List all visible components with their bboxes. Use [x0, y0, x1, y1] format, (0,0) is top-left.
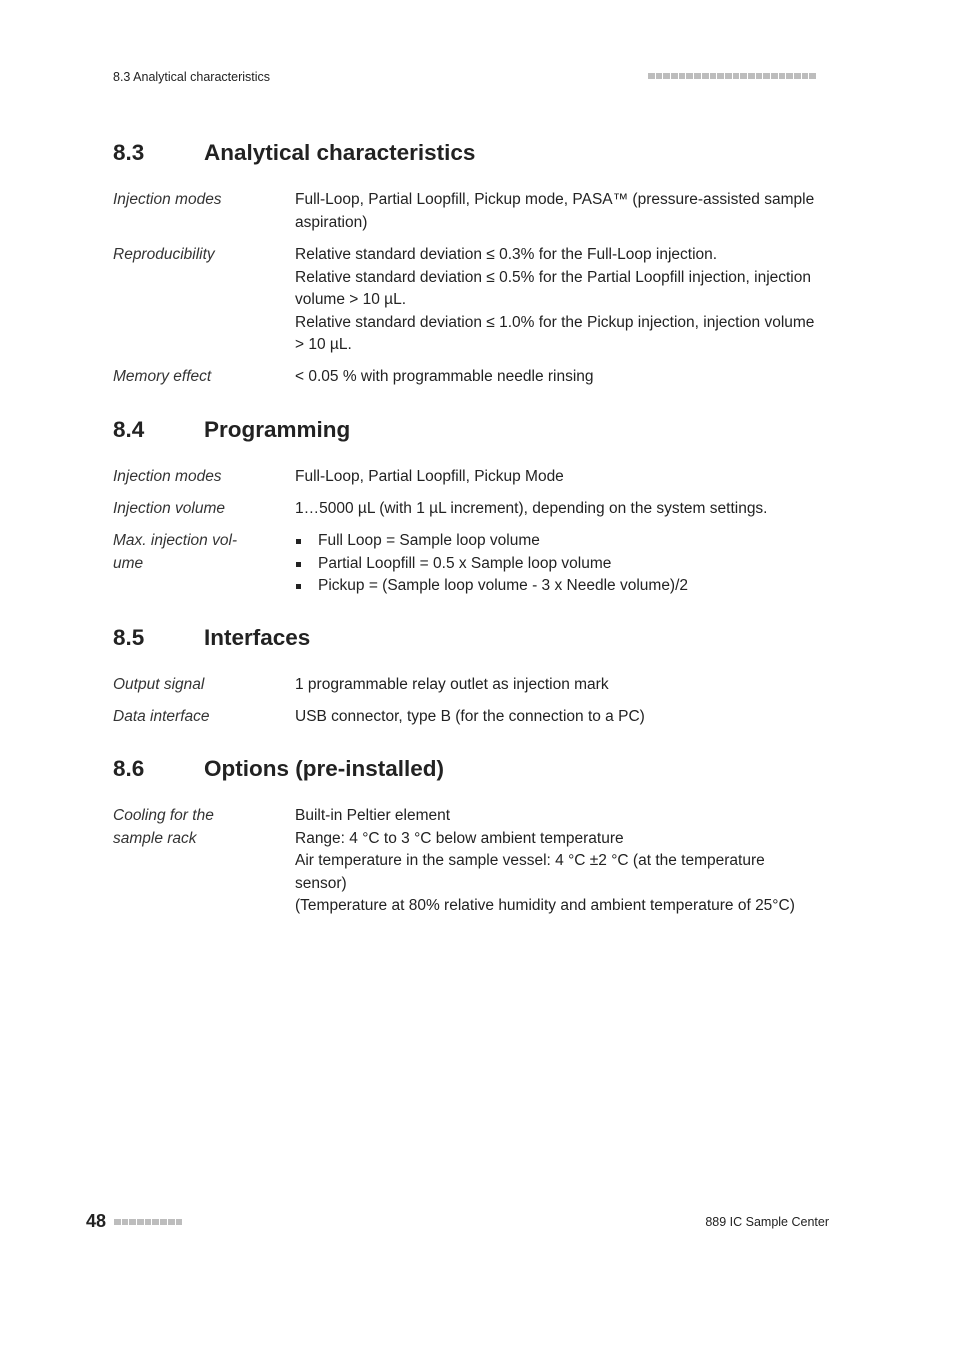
spec-label: Injection modes — [113, 191, 222, 208]
product-name: 889 IC Sample Center — [705, 1215, 829, 1229]
spec-label: Data interface — [113, 708, 210, 725]
spec-value — [295, 244, 815, 357]
section-heading-8-4 — [113, 417, 350, 443]
spec-label: Reproducibility — [113, 246, 215, 263]
spec-value — [295, 706, 815, 729]
section-heading-8-5 — [113, 625, 310, 651]
spec-label: Output signal — [113, 676, 205, 693]
footer-decoration — [114, 1219, 182, 1225]
spec-value — [295, 674, 815, 697]
running-header: 8.3 Analytical characteristics — [113, 70, 271, 84]
spec-line: Relative standard deviation ≤ 1.0% for the Pickup injection, injection volume > 10 µL. — [295, 313, 815, 354]
spec-label: Memory effect — [113, 368, 212, 385]
spec-line: (Temperature at 80% relative humidity and ambient temperature of 25°C) — [295, 897, 795, 915]
section-number: 8.4 — [113, 417, 145, 442]
spec-value — [295, 805, 795, 918]
spec-value — [295, 189, 815, 234]
section-heading-8-6 — [113, 756, 444, 782]
spec-value — [295, 366, 815, 389]
section-heading-8-3 — [113, 140, 475, 166]
bullet-item: Full Loop = Sample loop volume — [295, 530, 815, 553]
spec-line: Range: 4 °C to 3 °C below ambient temperature — [295, 829, 624, 847]
spec-line: 1 programmable relay outlet as injection mark — [295, 676, 609, 693]
header-decoration — [648, 73, 816, 79]
spec-value — [295, 530, 815, 598]
section-title: Options (pre-installed) — [204, 756, 445, 781]
spec-value — [295, 498, 835, 521]
spec-line: Full-Loop, Partial Loopfill, Pickup Mode — [295, 468, 564, 485]
spec-label: Injection modes — [113, 468, 222, 485]
section-number: 8.3 — [113, 140, 145, 165]
spec-line: Air temperature in the sample vessel: 4 °C ±2 °C (at the temperature sensor) — [295, 852, 765, 892]
spec-line: 1…5000 µL (with 1 µL increment), depending on the system settings. — [295, 500, 768, 517]
section-number: 8.6 — [113, 756, 145, 781]
spec-value — [295, 466, 815, 489]
spec-label: Cooling for the sample rack — [113, 807, 214, 847]
section-title: Programming — [204, 417, 351, 442]
spec-label: Max. injection vol-ume — [113, 532, 238, 572]
bullet-list — [295, 530, 815, 598]
spec-line: USB connector, type B (for the connection to a PC) — [295, 708, 645, 725]
section-title: Interfaces — [204, 625, 311, 650]
spec-label: Injection volume — [113, 500, 226, 517]
spec-line: < 0.05 % with programmable needle rinsing — [295, 368, 594, 385]
page-number: 48 — [86, 1211, 107, 1231]
bullet-item: Pickup = (Sample loop volume - 3 x Needle volume)/2 — [295, 575, 815, 598]
section-title: Analytical characteristics — [204, 140, 476, 165]
bullet-item: Partial Loopfill = 0.5 x Sample loop volume — [295, 553, 815, 576]
spec-line: Built-in Peltier element — [295, 807, 451, 824]
section-number: 8.5 — [113, 625, 145, 650]
spec-line: Full-Loop, Partial Loopfill, Pickup mode, PASA™ (pressure-assisted sample aspiration) — [295, 191, 815, 231]
spec-line: Relative standard deviation ≤ 0.3% for the Full-Loop injection. — [295, 246, 718, 263]
spec-line: Relative standard deviation ≤ 0.5% for the Partial Loopfill injection, injection volume > 10 µL. — [295, 268, 811, 309]
